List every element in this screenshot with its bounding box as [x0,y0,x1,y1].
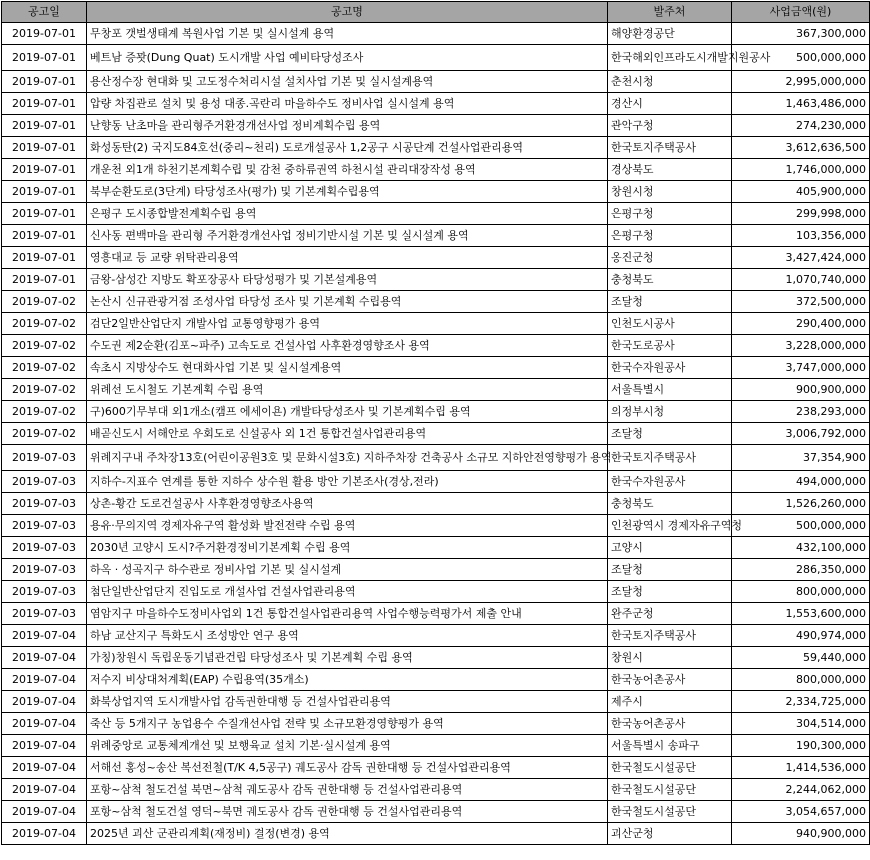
cell-date: 2019-07-01 [2,93,87,115]
cell-title: 무창포 갯벌생태계 복원사업 기본 및 실시설계 용역 [87,23,608,45]
cell-title: 개운천 외1개 하천기본계획수립 및 감천 중하류권역 하천시설 관리대장작성 용역 [87,159,608,181]
table-row [2,647,870,669]
table-row [2,603,870,625]
cell-org: 조달청 [608,581,732,603]
cell-amount: 238,293,000 [732,401,870,423]
cell-title: 용유·무의지역 경제자유구역 활성화 발전전략 수립 용역 [87,515,608,537]
table-row [2,757,870,779]
cell-title: 첨단일반산업단지 진입도로 개설사업 건설사업관리용역 [87,581,608,603]
cell-org: 한국토지주택공사 [608,137,732,159]
table-row [2,801,870,823]
cell-org: 한국해외인프라도시개발지원공사 [608,45,732,71]
cell-amount: 367,300,000 [732,23,870,45]
cell-date: 2019-07-04 [2,713,87,735]
cell-date: 2019-07-01 [2,181,87,203]
cell-title: 위례중앙로 교통체계개선 및 보행육교 설치 기본·실시설계 용역 [87,735,608,757]
cell-title: 상촌-황간 도로건설공사 사후환경영향조사용역 [87,493,608,515]
header-date: 공고일 [2,2,87,23]
cell-date: 2019-07-01 [2,137,87,159]
cell-title: 하남 교산지구 특화도시 조성방안 연구 용역 [87,625,608,647]
cell-amount: 800,000,000 [732,669,870,691]
cell-title: 속초시 지방상수도 현대화사업 기본 및 실시설계용역 [87,357,608,379]
cell-date: 2019-07-04 [2,691,87,713]
table-row [2,669,870,691]
cell-date: 2019-07-03 [2,515,87,537]
cell-title: 가칭)창원시 독립운동기념관건립 타당성조사 및 기본계획 수립 용역 [87,647,608,669]
cell-amount: 405,900,000 [732,181,870,203]
cell-org: 인천광역시 경제자유구역청 [608,515,732,537]
cell-org: 한국철도시설공단 [608,779,732,801]
cell-amount: 900,900,000 [732,379,870,401]
cell-org: 한국철도시설공단 [608,757,732,779]
cell-org: 한국수자원공사 [608,357,732,379]
cell-date: 2019-07-01 [2,269,87,291]
cell-title: 서해선 홍성~송산 복선전철(T/K 4,5공구) 궤도공사 감독 권한대행 등 건설사업관리용역 [87,757,608,779]
cell-title: 염암지구 마을하수도정비사업외 1건 통합건설사업관리용역 사업수행능력평가서 제출 안내 [87,603,608,625]
cell-date: 2019-07-02 [2,335,87,357]
cell-date: 2019-07-02 [2,313,87,335]
cell-date: 2019-07-03 [2,471,87,493]
cell-amount: 103,356,000 [732,225,870,247]
cell-org: 제주시 [608,691,732,713]
table-row [2,313,870,335]
cell-title: 화성동탄(2) 국지도84호선(중리~천리) 도로개설공사 1,2공구 시공단계 건설사업관리용역 [87,137,608,159]
cell-amount: 1,553,600,000 [732,603,870,625]
cell-amount: 2,334,725,000 [732,691,870,713]
table-row [2,203,870,225]
table-row [2,379,870,401]
table-row [2,625,870,647]
cell-date: 2019-07-04 [2,625,87,647]
cell-org: 관악구청 [608,115,732,137]
table-row [2,735,870,757]
cell-amount: 500,000,000 [732,45,870,71]
cell-amount: 274,230,000 [732,115,870,137]
cell-title: 위례선 도시철도 기본계획 수립 용역 [87,379,608,401]
cell-title: 용산정수장 현대화 및 고도정수처리시설 설치사업 기본 및 실시설계용역 [87,71,608,93]
cell-org: 인천도시공사 [608,313,732,335]
cell-org: 창원시청 [608,181,732,203]
cell-org: 은평구청 [608,225,732,247]
cell-date: 2019-07-03 [2,445,87,471]
cell-date: 2019-07-04 [2,647,87,669]
table-body [2,23,870,845]
cell-date: 2019-07-04 [2,757,87,779]
cell-org: 창원시 [608,647,732,669]
cell-org: 의정부시청 [608,401,732,423]
cell-title: 2030년 고양시 도시?주거환경정비기본계획 수립 용역 [87,537,608,559]
bid-notice-table [1,1,870,845]
table-row [2,71,870,93]
cell-title: 논산시 신규관광거점 조성사업 타당성 조사 및 기본계획 수립용역 [87,291,608,313]
cell-amount: 940,900,000 [732,823,870,845]
table-row [2,269,870,291]
table-row [2,115,870,137]
cell-amount: 1,414,536,000 [732,757,870,779]
cell-org: 경산시 [608,93,732,115]
cell-date: 2019-07-02 [2,357,87,379]
cell-title: 하옥 · 성곡지구 하수관로 정비사업 기본 및 실시설계 [87,559,608,581]
cell-amount: 59,440,000 [732,647,870,669]
cell-amount: 299,998,000 [732,203,870,225]
cell-amount: 290,400,000 [732,313,870,335]
cell-date: 2019-07-01 [2,203,87,225]
cell-title: 화북상업지역 도시개발사업 감독권한대행 등 건설사업관리용역 [87,691,608,713]
cell-date: 2019-07-01 [2,45,87,71]
cell-amount: 3,228,000,000 [732,335,870,357]
table-row [2,823,870,845]
cell-org: 한국토지주택공사 [608,625,732,647]
cell-org: 한국철도시설공단 [608,801,732,823]
cell-title: 저수지 비상대처계획(EAP) 수립용역(35개소) [87,669,608,691]
cell-amount: 286,350,000 [732,559,870,581]
cell-amount: 432,100,000 [732,537,870,559]
cell-date: 2019-07-03 [2,603,87,625]
cell-date: 2019-07-04 [2,801,87,823]
cell-title: 영흥대교 등 교량 위탁관리용역 [87,247,608,269]
table-row [2,445,870,471]
table-row [2,581,870,603]
cell-title: 난향동 난초마을 관리형주거환경개선사업 정비계획수립 용역 [87,115,608,137]
cell-amount: 304,514,000 [732,713,870,735]
cell-org: 조달청 [608,559,732,581]
cell-date: 2019-07-04 [2,823,87,845]
cell-org: 한국농어촌공사 [608,713,732,735]
cell-date: 2019-07-01 [2,71,87,93]
table-row [2,247,870,269]
header-org: 발주처 [608,2,732,23]
cell-date: 2019-07-02 [2,379,87,401]
table-row [2,357,870,379]
cell-amount: 3,747,000,000 [732,357,870,379]
cell-org: 한국도로공사 [608,335,732,357]
cell-org: 옹진군청 [608,247,732,269]
cell-amount: 2,995,000,000 [732,71,870,93]
table-row [2,335,870,357]
table-row [2,493,870,515]
cell-date: 2019-07-03 [2,493,87,515]
cell-amount: 490,974,000 [732,625,870,647]
cell-title: 구)600기무부대 외1개소(캠프 에세이욘) 개발타당성조사 및 기본계획수립 용역 [87,401,608,423]
cell-date: 2019-07-02 [2,291,87,313]
table-row [2,23,870,45]
cell-amount: 1,070,740,000 [732,269,870,291]
cell-title: 포항~삼척 철도건설 영덕~북면 궤도공사 감독 권한대행 등 건설사업관리용역 [87,801,608,823]
cell-amount: 3,054,657,000 [732,801,870,823]
cell-date: 2019-07-02 [2,423,87,445]
cell-amount: 190,300,000 [732,735,870,757]
cell-date: 2019-07-04 [2,735,87,757]
cell-date: 2019-07-03 [2,559,87,581]
table-row [2,537,870,559]
table-row [2,45,870,71]
cell-org: 괴산군청 [608,823,732,845]
cell-amount: 494,000,000 [732,471,870,493]
table-row [2,137,870,159]
cell-title: 배곧신도시 서해안로 우회도로 신설공사 외 1건 통합건설사업관리용역 [87,423,608,445]
cell-title: 검단2일반산업단지 개발사업 교통영향평가 용역 [87,313,608,335]
table-row [2,159,870,181]
cell-title: 죽산 등 5개지구 농업용수 수질개선사업 전략 및 소규모환경영향평가 용역 [87,713,608,735]
cell-title: 수도권 제2순환(김포~파주) 고속도로 건설사업 사후환경영향조사 용역 [87,335,608,357]
header-amount: 사업금액(원) [732,2,870,23]
cell-org: 춘천시청 [608,71,732,93]
cell-org: 한국수자원공사 [608,471,732,493]
cell-org: 충청북도 [608,493,732,515]
cell-org: 한국토지주택공사 [608,445,732,471]
cell-amount: 372,500,000 [732,291,870,313]
cell-amount: 3,006,792,000 [732,423,870,445]
cell-org: 조달청 [608,291,732,313]
cell-amount: 2,244,062,000 [732,779,870,801]
table-row [2,291,870,313]
cell-amount: 1,463,486,000 [732,93,870,115]
cell-amount: 3,612,636,500 [732,137,870,159]
cell-date: 2019-07-01 [2,115,87,137]
cell-date: 2019-07-03 [2,537,87,559]
cell-title: 위례지구내 주차장13호(어린이공원3호 및 문화시설3호) 지하주차장 건축공사 소규모 지하안전영향평가 용역 [87,445,608,471]
table-row [2,423,870,445]
cell-date: 2019-07-04 [2,669,87,691]
table-row [2,93,870,115]
cell-date: 2019-07-03 [2,581,87,603]
table-row [2,471,870,493]
cell-amount: 800,000,000 [732,581,870,603]
cell-title: 신사동 편백마을 관리형 주거환경개선사업 정비기반시설 기본 및 실시설계 용역 [87,225,608,247]
table-row [2,691,870,713]
cell-date: 2019-07-01 [2,225,87,247]
cell-title: 금왕-삼성간 지방도 확포장공사 타당성평가 및 기본설계용역 [87,269,608,291]
cell-title: 압량 차집관로 설치 및 용성 대종.곡란리 마을하수도 정비사업 실시설계 용역 [87,93,608,115]
cell-title: 은평구 도시종합발전계획수립 용역 [87,203,608,225]
cell-title: 북부순환도로(3단계) 타당성조사(평가) 및 기본계획수립용역 [87,181,608,203]
table-row [2,401,870,423]
cell-date: 2019-07-04 [2,779,87,801]
cell-amount: 1,526,260,000 [732,493,870,515]
cell-amount: 3,427,424,000 [732,247,870,269]
table-row [2,713,870,735]
table-row [2,181,870,203]
cell-org: 해양환경공단 [608,23,732,45]
cell-date: 2019-07-01 [2,159,87,181]
cell-amount: 37,354,900 [732,445,870,471]
cell-org: 충청북도 [608,269,732,291]
cell-title: 2025년 괴산 군관리계획(재정비) 결정(변경) 용역 [87,823,608,845]
cell-amount: 500,000,000 [732,515,870,537]
cell-title: 포항~삼척 철도건설 북면~삼척 궤도공사 감독 권한대행 등 건설사업관리용역 [87,779,608,801]
table-row [2,225,870,247]
cell-date: 2019-07-01 [2,247,87,269]
cell-org: 서울특별시 [608,379,732,401]
cell-date: 2019-07-02 [2,401,87,423]
cell-date: 2019-07-01 [2,23,87,45]
header-row [2,2,870,23]
cell-org: 한국농어촌공사 [608,669,732,691]
cell-org: 서울특별시 송파구 [608,735,732,757]
cell-org: 조달청 [608,423,732,445]
table-row [2,559,870,581]
table-row [2,515,870,537]
cell-org: 경상북도 [608,159,732,181]
table-row [2,779,870,801]
cell-title: 베트남 증꽛(Dung Quat) 도시개발 사업 예비타당성조사 [87,45,608,71]
cell-org: 고양시 [608,537,732,559]
cell-title: 지하수-지표수 연계를 통한 지하수 상수원 활용 방안 기본조사(경상,전라) [87,471,608,493]
cell-amount: 1,746,000,000 [732,159,870,181]
cell-org: 은평구청 [608,203,732,225]
header-title: 공고명 [87,2,608,23]
cell-org: 완주군청 [608,603,732,625]
